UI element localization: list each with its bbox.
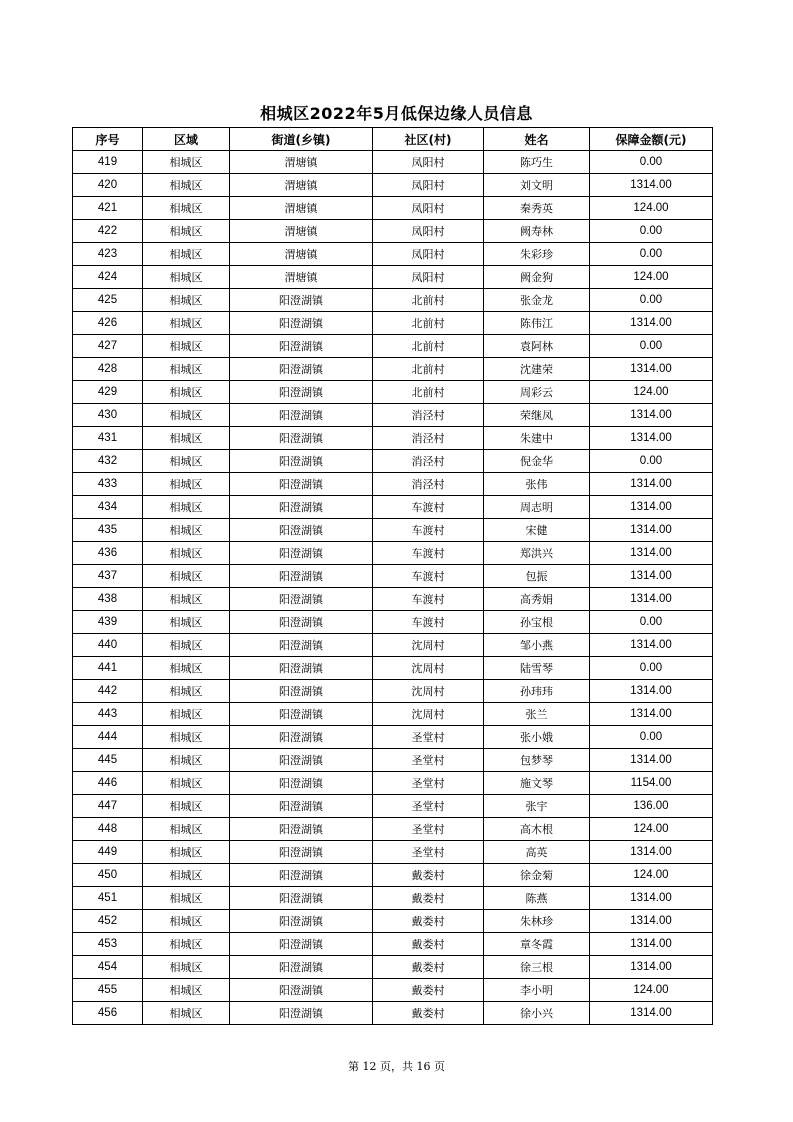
cell-community: 戴娄村 [373, 864, 484, 887]
data-table [72, 127, 713, 1025]
cell-name: 陈伟江 [484, 312, 590, 335]
cell-amount: 0.00 [590, 220, 713, 243]
cell-name: 朱林珍 [484, 910, 590, 933]
column-header-community: 社区(村) [373, 128, 484, 151]
cell-community: 圣堂村 [373, 841, 484, 864]
cell-name: 刘文明 [484, 174, 590, 197]
cell-serial: 432 [73, 450, 143, 473]
cell-region: 相城区 [143, 680, 230, 703]
cell-amount: 1314.00 [590, 1002, 713, 1025]
cell-community: 北前村 [373, 289, 484, 312]
cell-community: 沈周村 [373, 703, 484, 726]
cell-region: 相城区 [143, 841, 230, 864]
cell-region: 相城区 [143, 519, 230, 542]
column-header-serial: 序号 [73, 128, 143, 151]
cell-serial: 434 [73, 496, 143, 519]
cell-serial: 438 [73, 588, 143, 611]
cell-region: 相城区 [143, 174, 230, 197]
cell-street: 渭塘镇 [230, 220, 373, 243]
cell-community: 圣堂村 [373, 772, 484, 795]
cell-community: 沈周村 [373, 634, 484, 657]
page-title: 相城区2022年5月低保边缘人员信息 [260, 104, 533, 123]
cell-name: 张兰 [484, 703, 590, 726]
cell-community: 车渡村 [373, 519, 484, 542]
cell-region: 相城区 [143, 289, 230, 312]
cell-street: 渭塘镇 [230, 266, 373, 289]
cell-street: 渭塘镇 [230, 174, 373, 197]
cell-serial: 421 [73, 197, 143, 220]
table-row [73, 887, 713, 910]
table-body [73, 151, 713, 1025]
cell-serial: 430 [73, 404, 143, 427]
cell-serial: 423 [73, 243, 143, 266]
table-row [73, 404, 713, 427]
cell-street: 渭塘镇 [230, 151, 373, 174]
cell-name: 阙金狗 [484, 266, 590, 289]
cell-name: 周彩云 [484, 381, 590, 404]
cell-community: 车渡村 [373, 542, 484, 565]
cell-region: 相城区 [143, 450, 230, 473]
cell-region: 相城区 [143, 335, 230, 358]
table-row [73, 634, 713, 657]
cell-amount: 1314.00 [590, 427, 713, 450]
cell-amount: 1314.00 [590, 634, 713, 657]
cell-street: 阳澄湖镇 [230, 335, 373, 358]
cell-amount: 1314.00 [590, 680, 713, 703]
cell-serial: 446 [73, 772, 143, 795]
cell-name: 邹小燕 [484, 634, 590, 657]
cell-amount: 1314.00 [590, 174, 713, 197]
cell-region: 相城区 [143, 427, 230, 450]
cell-amount: 0.00 [590, 335, 713, 358]
cell-community: 凤阳村 [373, 220, 484, 243]
cell-name: 张宇 [484, 795, 590, 818]
cell-serial: 444 [73, 726, 143, 749]
cell-name: 陈燕 [484, 887, 590, 910]
table-row [73, 1002, 713, 1025]
cell-name: 孙玮玮 [484, 680, 590, 703]
column-header-name: 姓名 [484, 128, 590, 151]
table-row [73, 243, 713, 266]
cell-serial: 426 [73, 312, 143, 335]
cell-amount: 1154.00 [590, 772, 713, 795]
cell-name: 张小娥 [484, 726, 590, 749]
cell-serial: 431 [73, 427, 143, 450]
cell-name: 陆雪琴 [484, 657, 590, 680]
cell-region: 相城区 [143, 611, 230, 634]
table-row [73, 611, 713, 634]
cell-region: 相城区 [143, 243, 230, 266]
cell-community: 圣堂村 [373, 795, 484, 818]
table-row [73, 565, 713, 588]
cell-community: 凤阳村 [373, 174, 484, 197]
cell-name: 高木根 [484, 818, 590, 841]
cell-amount: 1314.00 [590, 542, 713, 565]
cell-community: 车渡村 [373, 588, 484, 611]
cell-region: 相城区 [143, 726, 230, 749]
cell-name: 朱建中 [484, 427, 590, 450]
cell-region: 相城区 [143, 887, 230, 910]
cell-street: 阳澄湖镇 [230, 910, 373, 933]
cell-community: 凤阳村 [373, 151, 484, 174]
column-header-region: 区域 [143, 128, 230, 151]
cell-amount: 1314.00 [590, 910, 713, 933]
cell-name: 倪金华 [484, 450, 590, 473]
table-row [73, 979, 713, 1002]
cell-region: 相城区 [143, 404, 230, 427]
cell-serial: 442 [73, 680, 143, 703]
cell-community: 车渡村 [373, 565, 484, 588]
cell-amount: 1314.00 [590, 933, 713, 956]
cell-street: 阳澄湖镇 [230, 565, 373, 588]
cell-serial: 441 [73, 657, 143, 680]
cell-amount: 0.00 [590, 726, 713, 749]
table-row [73, 519, 713, 542]
cell-community: 消泾村 [373, 450, 484, 473]
table-row [73, 197, 713, 220]
cell-name: 高秀娟 [484, 588, 590, 611]
cell-name: 郑洪兴 [484, 542, 590, 565]
cell-community: 沈周村 [373, 657, 484, 680]
table-row [73, 220, 713, 243]
cell-amount: 1314.00 [590, 519, 713, 542]
cell-amount: 1314.00 [590, 358, 713, 381]
cell-amount: 1314.00 [590, 312, 713, 335]
cell-name: 沈建荣 [484, 358, 590, 381]
table-row [73, 933, 713, 956]
cell-name: 徐小兴 [484, 1002, 590, 1025]
cell-name: 孙宝根 [484, 611, 590, 634]
table-row [73, 151, 713, 174]
cell-street: 阳澄湖镇 [230, 818, 373, 841]
cell-street: 阳澄湖镇 [230, 312, 373, 335]
cell-serial: 435 [73, 519, 143, 542]
cell-region: 相城区 [143, 197, 230, 220]
cell-serial: 419 [73, 151, 143, 174]
table-row [73, 841, 713, 864]
cell-name: 徐金菊 [484, 864, 590, 887]
cell-community: 凤阳村 [373, 243, 484, 266]
cell-name: 宋健 [484, 519, 590, 542]
table-row [73, 864, 713, 887]
cell-street: 阳澄湖镇 [230, 887, 373, 910]
cell-street: 阳澄湖镇 [230, 496, 373, 519]
table-row [73, 956, 713, 979]
cell-region: 相城区 [143, 220, 230, 243]
cell-name: 荣继凤 [484, 404, 590, 427]
cell-amount: 124.00 [590, 197, 713, 220]
cell-community: 消泾村 [373, 427, 484, 450]
cell-community: 车渡村 [373, 611, 484, 634]
cell-serial: 450 [73, 864, 143, 887]
cell-name: 张金龙 [484, 289, 590, 312]
cell-street: 阳澄湖镇 [230, 956, 373, 979]
cell-region: 相城区 [143, 979, 230, 1002]
table-row [73, 818, 713, 841]
cell-serial: 448 [73, 818, 143, 841]
cell-community: 戴娄村 [373, 979, 484, 1002]
cell-community: 凤阳村 [373, 197, 484, 220]
table-row [73, 703, 713, 726]
cell-serial: 436 [73, 542, 143, 565]
table-header-row [73, 128, 713, 151]
cell-community: 北前村 [373, 312, 484, 335]
cell-serial: 455 [73, 979, 143, 1002]
cell-serial: 420 [73, 174, 143, 197]
cell-region: 相城区 [143, 1002, 230, 1025]
table-row [73, 473, 713, 496]
cell-community: 戴娄村 [373, 887, 484, 910]
cell-community: 圣堂村 [373, 749, 484, 772]
cell-street: 阳澄湖镇 [230, 841, 373, 864]
cell-amount: 136.00 [590, 795, 713, 818]
cell-amount: 1314.00 [590, 956, 713, 979]
cell-serial: 425 [73, 289, 143, 312]
cell-street: 阳澄湖镇 [230, 588, 373, 611]
cell-name: 施文琴 [484, 772, 590, 795]
cell-region: 相城区 [143, 358, 230, 381]
cell-amount: 124.00 [590, 818, 713, 841]
cell-community: 戴娄村 [373, 1002, 484, 1025]
cell-street: 阳澄湖镇 [230, 749, 373, 772]
cell-amount: 1314.00 [590, 496, 713, 519]
cell-serial: 422 [73, 220, 143, 243]
cell-community: 圣堂村 [373, 726, 484, 749]
cell-community: 北前村 [373, 381, 484, 404]
cell-street: 渭塘镇 [230, 243, 373, 266]
cell-serial: 443 [73, 703, 143, 726]
cell-street: 阳澄湖镇 [230, 1002, 373, 1025]
table-row [73, 680, 713, 703]
cell-serial: 456 [73, 1002, 143, 1025]
cell-region: 相城区 [143, 910, 230, 933]
cell-street: 阳澄湖镇 [230, 657, 373, 680]
cell-amount: 0.00 [590, 657, 713, 680]
table-row [73, 772, 713, 795]
cell-serial: 428 [73, 358, 143, 381]
column-header-street: 街道(乡镇) [230, 128, 373, 151]
cell-name: 包振 [484, 565, 590, 588]
table-row [73, 312, 713, 335]
cell-amount: 1314.00 [590, 749, 713, 772]
cell-serial: 451 [73, 887, 143, 910]
table-row [73, 910, 713, 933]
cell-street: 阳澄湖镇 [230, 634, 373, 657]
cell-region: 相城区 [143, 657, 230, 680]
cell-name: 秦秀英 [484, 197, 590, 220]
table-row [73, 657, 713, 680]
cell-amount: 1314.00 [590, 588, 713, 611]
cell-name: 李小明 [484, 979, 590, 1002]
cell-name: 阙寿林 [484, 220, 590, 243]
cell-community: 圣堂村 [373, 818, 484, 841]
cell-street: 阳澄湖镇 [230, 519, 373, 542]
table-row [73, 381, 713, 404]
cell-region: 相城区 [143, 772, 230, 795]
cell-community: 北前村 [373, 358, 484, 381]
cell-serial: 440 [73, 634, 143, 657]
cell-serial: 449 [73, 841, 143, 864]
table-row [73, 726, 713, 749]
cell-region: 相城区 [143, 312, 230, 335]
cell-amount: 1314.00 [590, 703, 713, 726]
cell-region: 相城区 [143, 542, 230, 565]
table-row [73, 795, 713, 818]
cell-street: 阳澄湖镇 [230, 726, 373, 749]
cell-name: 朱彩珍 [484, 243, 590, 266]
cell-region: 相城区 [143, 818, 230, 841]
cell-amount: 124.00 [590, 381, 713, 404]
cell-name: 周志明 [484, 496, 590, 519]
cell-amount: 0.00 [590, 243, 713, 266]
table-row [73, 542, 713, 565]
cell-name: 徐三根 [484, 956, 590, 979]
cell-name: 包梦琴 [484, 749, 590, 772]
cell-community: 戴娄村 [373, 933, 484, 956]
cell-street: 阳澄湖镇 [230, 979, 373, 1002]
table-row [73, 335, 713, 358]
table-row [73, 450, 713, 473]
cell-street: 渭塘镇 [230, 197, 373, 220]
cell-street: 阳澄湖镇 [230, 404, 373, 427]
cell-amount: 1314.00 [590, 887, 713, 910]
cell-serial: 453 [73, 933, 143, 956]
column-header-amount: 保障金额(元) [590, 128, 713, 151]
table-row [73, 496, 713, 519]
cell-amount: 0.00 [590, 151, 713, 174]
cell-amount: 0.00 [590, 450, 713, 473]
cell-serial: 424 [73, 266, 143, 289]
cell-street: 阳澄湖镇 [230, 542, 373, 565]
cell-name: 张伟 [484, 473, 590, 496]
cell-region: 相城区 [143, 795, 230, 818]
cell-community: 沈周村 [373, 680, 484, 703]
cell-name: 章冬霞 [484, 933, 590, 956]
cell-community: 消泾村 [373, 473, 484, 496]
cell-amount: 124.00 [590, 266, 713, 289]
cell-serial: 429 [73, 381, 143, 404]
cell-region: 相城区 [143, 933, 230, 956]
cell-region: 相城区 [143, 151, 230, 174]
table-row [73, 588, 713, 611]
cell-community: 消泾村 [373, 404, 484, 427]
cell-street: 阳澄湖镇 [230, 289, 373, 312]
cell-amount: 1314.00 [590, 473, 713, 496]
cell-serial: 433 [73, 473, 143, 496]
cell-region: 相城区 [143, 749, 230, 772]
cell-street: 阳澄湖镇 [230, 864, 373, 887]
cell-region: 相城区 [143, 266, 230, 289]
cell-serial: 427 [73, 335, 143, 358]
cell-region: 相城区 [143, 864, 230, 887]
cell-serial: 445 [73, 749, 143, 772]
cell-community: 北前村 [373, 335, 484, 358]
cell-region: 相城区 [143, 381, 230, 404]
table-row [73, 174, 713, 197]
cell-region: 相城区 [143, 634, 230, 657]
cell-region: 相城区 [143, 473, 230, 496]
cell-region: 相城区 [143, 956, 230, 979]
table-row [73, 749, 713, 772]
cell-region: 相城区 [143, 588, 230, 611]
cell-street: 阳澄湖镇 [230, 772, 373, 795]
cell-community: 车渡村 [373, 496, 484, 519]
cell-name: 袁阿林 [484, 335, 590, 358]
table-row [73, 266, 713, 289]
cell-amount: 124.00 [590, 979, 713, 1002]
cell-serial: 439 [73, 611, 143, 634]
cell-serial: 437 [73, 565, 143, 588]
cell-amount: 0.00 [590, 611, 713, 634]
cell-street: 阳澄湖镇 [230, 795, 373, 818]
cell-street: 阳澄湖镇 [230, 703, 373, 726]
cell-region: 相城区 [143, 565, 230, 588]
cell-region: 相城区 [143, 496, 230, 519]
cell-name: 陈巧生 [484, 151, 590, 174]
page-footer: 第 12 页，共 16 页 [348, 1060, 445, 1073]
cell-community: 戴娄村 [373, 956, 484, 979]
cell-street: 阳澄湖镇 [230, 381, 373, 404]
cell-amount: 1314.00 [590, 404, 713, 427]
table-row [73, 427, 713, 450]
cell-street: 阳澄湖镇 [230, 450, 373, 473]
cell-name: 高英 [484, 841, 590, 864]
cell-region: 相城区 [143, 703, 230, 726]
table-row [73, 358, 713, 381]
cell-street: 阳澄湖镇 [230, 933, 373, 956]
cell-street: 阳澄湖镇 [230, 427, 373, 450]
cell-street: 阳澄湖镇 [230, 358, 373, 381]
cell-serial: 447 [73, 795, 143, 818]
cell-amount: 1314.00 [590, 565, 713, 588]
table-row [73, 289, 713, 312]
cell-serial: 454 [73, 956, 143, 979]
cell-street: 阳澄湖镇 [230, 680, 373, 703]
cell-serial: 452 [73, 910, 143, 933]
cell-street: 阳澄湖镇 [230, 473, 373, 496]
cell-amount: 124.00 [590, 864, 713, 887]
cell-community: 戴娄村 [373, 910, 484, 933]
cell-amount: 0.00 [590, 289, 713, 312]
cell-community: 凤阳村 [373, 266, 484, 289]
cell-amount: 1314.00 [590, 841, 713, 864]
cell-street: 阳澄湖镇 [230, 611, 373, 634]
